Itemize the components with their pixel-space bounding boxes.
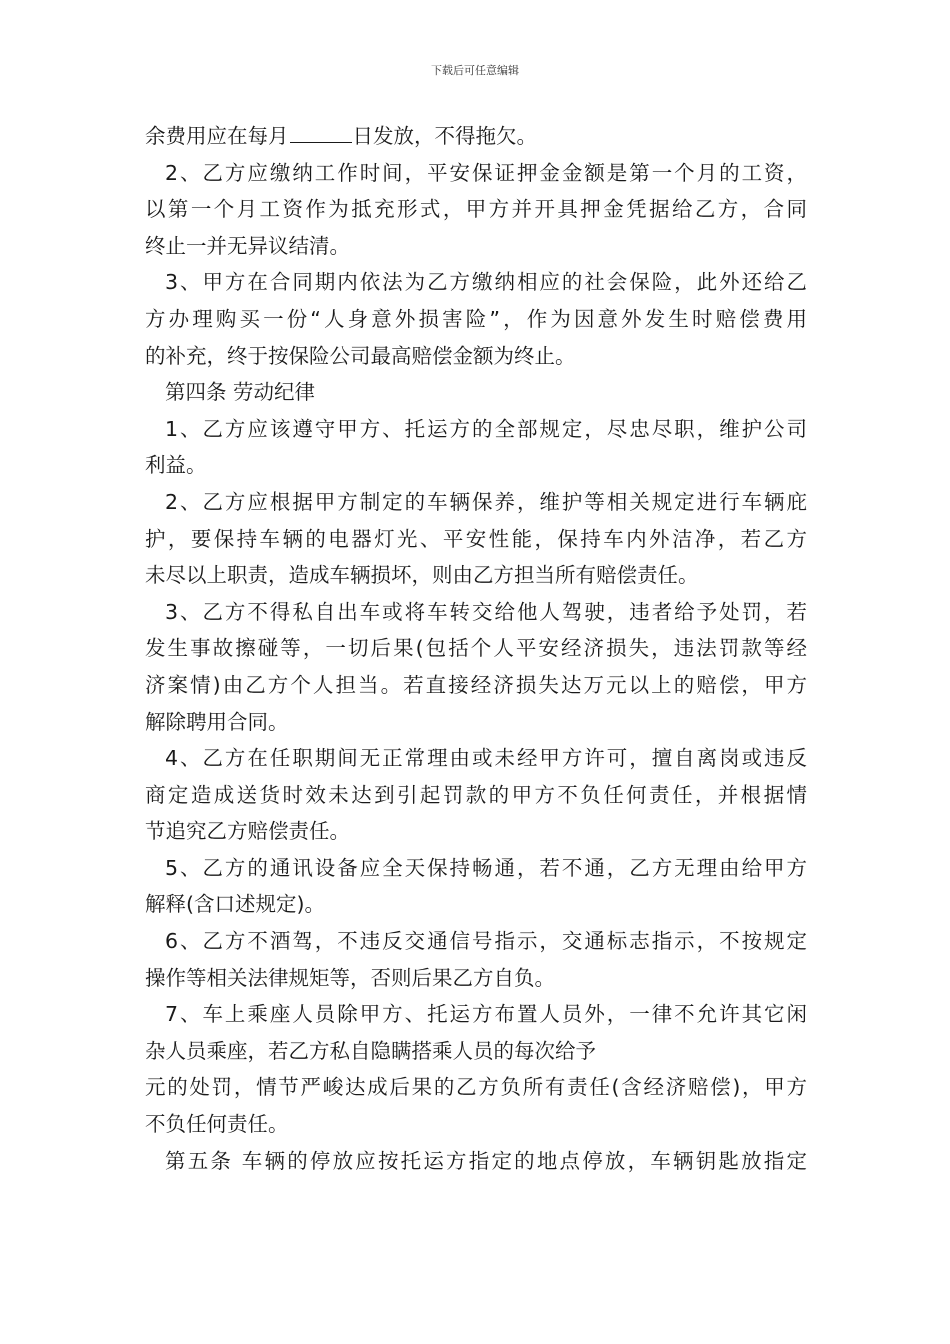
text-line-28: 不负任何责任。 [145,1112,289,1137]
text-line-14: 3、乙方不得私自出车或将车转交给他人驾驶，违者给予处罚，若 [165,599,807,624]
text-line-18: 4、乙方在任职期间无正常理由或未经甲方许可，擅自离岗或违反 [165,746,807,771]
text-line-4: 终止一并无异议结清。 [145,233,350,258]
text-fragment: 余费用应在每月 [145,124,289,148]
text-line-16: 济案情)由乙方个人担当。若直接经济损失达万元以上的赔偿，甲方 [145,672,807,697]
text-line-23: 6、乙方不酒驾，不违反交通信号指示，交通标志指示，不按规定 [165,929,807,954]
text-line-26: 杂人员乘座，若乙方私自隐瞒搭乘人员的每次给予 [145,1038,596,1063]
text-line-17: 解除聘用合同。 [145,709,289,734]
text-fragment: 日发放，不得拖欠。 [352,124,537,148]
text-line-24: 操作等相关法律规矩等，否则后果乙方自负。 [145,965,555,990]
text-line-6: 方办理购买一份“人身意外损害险”，作为因意外发生时赔偿费用 [145,306,807,331]
page-header-note: 下载后可任意编辑 [431,64,519,77]
text-line-20: 节追究乙方赔偿责任。 [145,819,350,844]
text-line-21: 5、乙方的通讯设备应全天保持畅通，若不通，乙方无理由给甲方 [165,855,807,880]
text-line-11: 2、乙方应根据甲方制定的车辆保养，维护等相关规定进行车辆庇 [165,489,807,514]
text-line-1 [145,118,807,155]
text-line-22: 解释(含口述规定)。 [145,892,325,917]
text-line-12: 护，要保持车辆的电器灯光、平安性能，保持车内外洁净，若乙方 [145,526,807,551]
text-line-3: 以第一个月工资作为抵充形式，甲方并开具押金凭据给乙方，合同 [145,197,807,222]
text-line-25: 7、车上乘座人员除甲方、托运方布置人员外，一律不允许其它闲 [165,1002,807,1027]
text-line-5: 3、甲方在合同期内依法为乙方缴纳相应的社会保险，此外还给乙 [165,270,807,295]
text-line-15: 发生事故擦碰等，一切后果(包括个人平安经济损失，违法罚款等经 [145,636,807,661]
text-line-2: 2、乙方应缴纳工作时间，平安保证押金金额是第一个月的工资， [165,160,807,185]
section-heading-4: 第四条 劳动纪律 [165,380,316,405]
text-line-19: 商定造成送货时效未达到引起罚款的甲方不负任何责任，并根据情 [145,782,807,807]
section-heading-5: 第五条 车辆的停放应按托运方指定的地点停放，车辆钥匙放指定 [165,1148,807,1173]
text-line-13: 未尽以上职责，造成车辆损坏，则由乙方担当所有赔偿责任。 [145,563,699,588]
fill-in-blank [290,124,352,143]
text-line-27: 元的处罚，情节严峻达成后果的乙方负所有责任(含经济赔偿)，甲方 [145,1075,807,1100]
text-line-9: 1、乙方应该遵守甲方、托运方的全部规定，尽忠尽职，维护公司 [165,416,807,441]
text-line-10: 利益。 [145,453,207,478]
contract-body [145,118,807,1179]
text-line-7: 的补充，终于按保险公司最高赔偿金额为终止。 [145,343,576,368]
